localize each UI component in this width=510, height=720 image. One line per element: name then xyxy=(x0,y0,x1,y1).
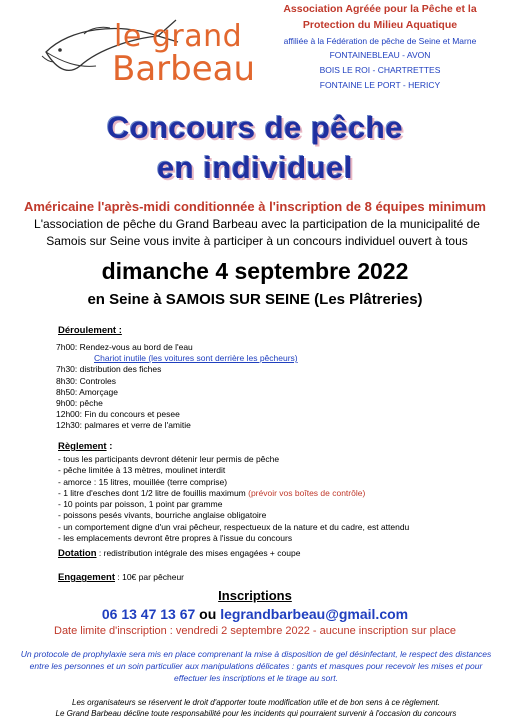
association-line-1: Association Agréée pour la Pêche et la xyxy=(283,3,477,15)
title-line-1: Concours de pêche xyxy=(106,110,404,145)
schedule-text: : Controles xyxy=(74,375,117,386)
email-link[interactable]: legrandbarbeau@gmail.com xyxy=(220,606,409,622)
schedule-heading: Déroulement : xyxy=(58,325,122,336)
association-info xyxy=(260,2,500,93)
rules-heading-colon: : xyxy=(106,441,113,452)
schedule-item xyxy=(56,342,298,353)
footer-line-2: Le Grand Barbeau décline toute responsabilité pour les incidents qui pourraient survenir à l'occasion du concours xyxy=(55,708,457,718)
rule-item: - 10 points par poisson, 1 point par gramme xyxy=(58,499,223,510)
logo-text-le-grand: le grand xyxy=(114,19,243,54)
event-date: dimanche 4 septembre 2022 xyxy=(101,258,409,284)
association-line-2: Protection du Milieu Aquatique xyxy=(302,18,458,31)
schedule-text: : Fin du concours et pesee xyxy=(79,409,180,420)
dotation-label: Dotation xyxy=(58,548,97,559)
rules-heading: Règlement xyxy=(58,441,107,452)
rule-item: - tous les participants devront détenir leur permis de pêche xyxy=(58,454,280,464)
schedule-item xyxy=(56,364,298,375)
title-line-2: en individuel xyxy=(157,150,353,185)
rule-note: (prévoir vos boîtes de contrôle) xyxy=(245,487,366,498)
rules-heading-row xyxy=(58,436,112,454)
contact-line xyxy=(0,606,510,622)
schedule-text: : distribution des fiches xyxy=(74,364,162,375)
intro-text: L'association de pêche du Grand Barbeau avec la participation de la municipalité de Samois sur Seine vous invite à participer à un concours individuel ouvert à tous xyxy=(34,217,480,249)
schedule-text: : Rendez-vous au bord de l'eau xyxy=(74,342,193,352)
inscriptions-heading: Inscriptions xyxy=(218,588,292,603)
registration-deadline: Date limite d'inscription : vendredi 2 septembre 2022 - aucune inscription sur place xyxy=(54,625,456,637)
schedule-time: 12h00 xyxy=(56,409,80,420)
rule-item: - les emplacements devront être propres à l'issue du concours xyxy=(58,533,293,544)
subtitle: Américaine l'après-midi conditionnée à l'inscription de 8 équipes minimum xyxy=(23,199,486,214)
event-place: en Seine à SAMOIS SUR SEINE (Les Plâtreries) xyxy=(87,291,423,308)
logo-text-barbeau: Barbeau xyxy=(112,49,256,89)
schedule-text: : pêche xyxy=(74,398,103,409)
town-3: FONTAINE LE PORT - HERICY xyxy=(319,80,441,91)
town-1: FONTAINEBLEAU - AVON xyxy=(329,50,431,61)
schedule-time: 7h00 xyxy=(56,342,75,352)
schedule-text: : palmares et verre de l'amitie xyxy=(79,420,191,431)
prophylaxis-protocol: Un protocole de prophylaxie sera mis en place comprenant la mise à disposition de gel désinfectant, le respect des distances entre les personnes et un soin particulier aux manipulations délicates : gants et masques pour recevoir les mises et pour effectuer les inscriptions et le tirage au sort. xyxy=(20,649,492,683)
schedule-time: 8h30 xyxy=(56,375,75,386)
rule-item: - poissons pesés vivants, bourriche anglaise obligatoire xyxy=(58,510,267,521)
dotation-text: : redistribution intégrale des mises engagées + coupe xyxy=(96,548,301,558)
rule-item: - pêche limitée à 13 mètres, moulinet interdit xyxy=(58,465,226,476)
phone-number: 06 13 47 13 67 xyxy=(101,606,196,622)
affiliation: affiliée à la Fédération de pêche de Seine et Marne xyxy=(283,35,477,46)
town-2: BOIS LE ROI - CHARTRETTES xyxy=(319,65,441,76)
rule-item xyxy=(58,488,409,499)
contact-or: ou xyxy=(195,606,221,622)
footer-line-1: Les organisateurs se réservent le droit d'apporter toute modification utile et de bon sens à ce règlement. xyxy=(72,698,440,707)
engagement-label: Engagement xyxy=(58,572,116,583)
schedule-text: : Amorçage xyxy=(74,386,118,397)
engagement-row xyxy=(58,572,184,583)
dotation-row xyxy=(58,548,300,559)
schedule-list xyxy=(56,342,298,432)
schedule-item xyxy=(56,420,298,431)
schedule-time: 12h30 xyxy=(56,420,80,431)
rules-list xyxy=(58,454,409,544)
schedule-item xyxy=(56,387,298,398)
schedule-item xyxy=(56,398,298,409)
engagement-text: : 10€ par pêcheur xyxy=(115,572,185,582)
rule-text: - 1 litre d'esches dont 1/2 litre de fouillis maximum xyxy=(58,487,246,498)
rule-item: - un comportement digne d'un vrai pêcheur, respectueux de la nature et du cadre, est attendu xyxy=(58,521,410,532)
schedule-time: 8h50 xyxy=(56,386,75,397)
schedule-time: 7h30 xyxy=(56,364,75,375)
schedule-note: Chariot inutile (les voitures sont derrière les pêcheurs) xyxy=(94,353,298,364)
schedule-item xyxy=(56,409,298,420)
schedule-item xyxy=(56,376,298,387)
footer-disclaimer xyxy=(14,698,498,719)
schedule-time: 9h00 xyxy=(56,398,75,409)
rule-item: - amorce : 15 litres, mouillée (terre comprise) xyxy=(58,476,228,487)
